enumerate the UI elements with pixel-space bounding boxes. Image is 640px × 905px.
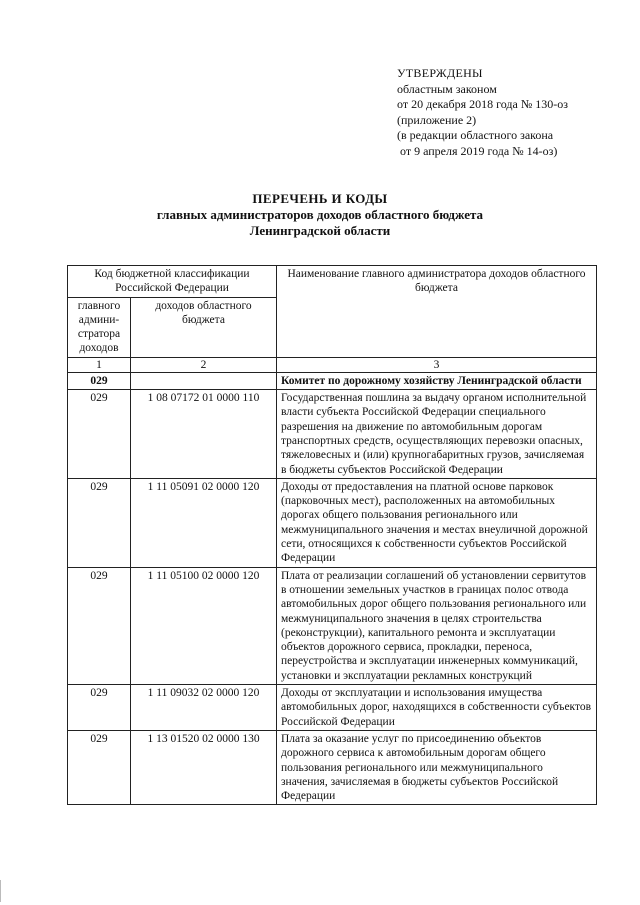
income-name: Доходы от предоставления на платной основе парковок (парковочных мест), расположенных на автомобильных дорогах общего пользования регионального или межмуниципального значения и местах внеуличной дорожной сети, относящихся к собственности субъектов Российской Федерации (277, 478, 597, 567)
approval-line: от 9 апреля 2019 года № 14-оз) (397, 143, 558, 158)
header-admin-name: Наименование главного администратора доходов областного бюджета (277, 266, 597, 358)
approval-line: (приложение 2) (397, 112, 477, 127)
income-name: Доходы от эксплуатации и использования имущества автомобильных дорог, находящихся в собственности субъектов Российской Федерации (277, 685, 597, 731)
table-row (68, 730, 597, 804)
income-code: 1 13 01520 02 0000 130 (131, 730, 277, 804)
approval-heading: УТВЕРЖДЕНЫ (397, 66, 483, 80)
committee-name: Комитет по дорожному хозяйству Ленинградской области (277, 372, 597, 389)
income-code: 1 08 07172 01 0000 110 (131, 390, 277, 479)
income-code: 1 11 09032 02 0000 120 (131, 685, 277, 731)
table-row (68, 478, 597, 567)
header-budget-classification: Код бюджетной классификации Российской Федерации (68, 266, 277, 298)
header-income-code: доходов областного бюджета (131, 297, 277, 357)
table-row (68, 685, 597, 731)
header-admin-code: главного админи-стратора доходов (68, 297, 131, 357)
approval-line: (в редакции областного закона (397, 128, 554, 142)
table-row (68, 567, 597, 684)
title-line-2: главных администраторов доходов областного бюджета (156, 207, 484, 222)
admin-code: 029 (68, 567, 131, 684)
approval-line: областным законом (397, 81, 497, 96)
income-code (131, 372, 277, 389)
admin-code: 029 (68, 478, 131, 567)
income-name: Плата за оказание услуг по присоединению объектов дорожного сервиса к автомобильным дорогам общего пользования регионального или межмуниципального значения, зачисляемая в бюджеты субъектов Российской Федерации (277, 730, 597, 804)
column-number: 3 (277, 357, 597, 372)
column-number-row (68, 357, 597, 372)
table-row (68, 390, 597, 479)
admin-code: 029 (68, 685, 131, 731)
title-line-1: ПЕРЕЧЕНЬ И КОДЫ (252, 191, 388, 206)
admin-code: 029 (68, 372, 131, 389)
approval-line: от 20 декабря 2018 года № 130-оз (397, 97, 569, 111)
codes-table (67, 265, 597, 805)
admin-code: 029 (68, 730, 131, 804)
committee-row (68, 372, 597, 389)
income-code: 1 11 05100 02 0000 120 (131, 567, 277, 684)
column-number: 1 (68, 357, 131, 372)
title-line-3: Ленинградской области (249, 223, 391, 238)
scan-edge-mark (0, 880, 1, 902)
income-name: Государственная пошлина за выдачу органом исполнительной власти субъекта Российской Федерации специального разрешения на движение по автомобильным дорогам транспортных средств, осуществляющих перевозки опасных, тяжеловесных и (или) крупногабаритных грузов, зачисляемая в бюджеты субъектов Российской Федерации (277, 390, 597, 479)
admin-code: 029 (68, 390, 131, 479)
approval-block (397, 66, 568, 159)
column-number: 2 (131, 357, 277, 372)
income-code: 1 11 05091 02 0000 120 (131, 478, 277, 567)
income-name: Плата от реализации соглашений об установлении сервитутов в отношении земельных участков в границах полос отвода автомобильных дорог общего пользования регионального или межмуниципального значения в целях строительства (реконструкции), капитального ремонта и эксплуатации объектов дорожного сервиса, прокладки, переноса, переустройства и эксплуатации инженерных коммуникаций, установки и эксплуатации рекламных конструкций (277, 567, 597, 684)
document-title (0, 191, 640, 239)
